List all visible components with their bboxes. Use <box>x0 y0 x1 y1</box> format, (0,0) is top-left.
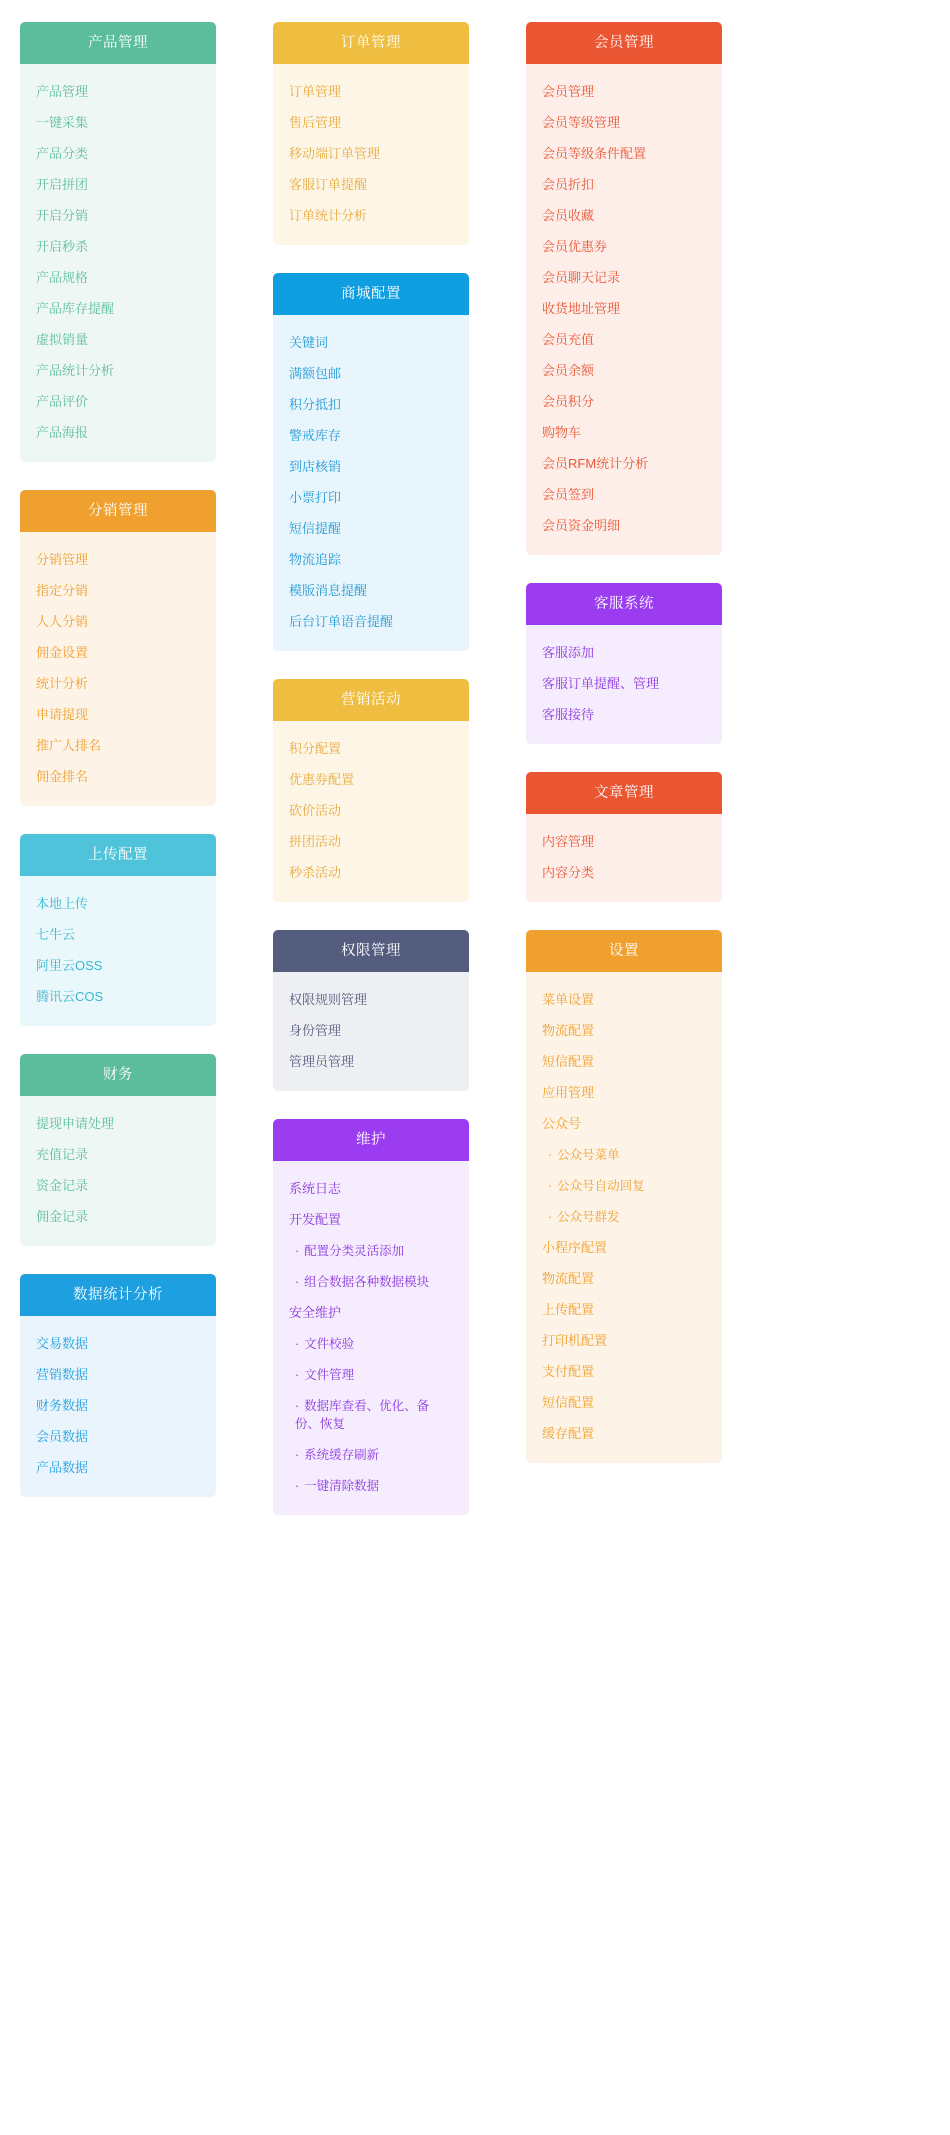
menu-item[interactable]: 产品管理 <box>36 83 89 99</box>
menu-item[interactable]: 内容管理 <box>542 833 595 849</box>
menu-item[interactable]: 物流配置 <box>542 1022 595 1038</box>
menu-item[interactable]: · 公众号群发 <box>526 1201 722 1232</box>
menu-item[interactable]: 满额包邮 <box>289 365 342 381</box>
menu-item[interactable]: 分销管理 <box>36 551 89 567</box>
menu-item[interactable]: 统计分析 <box>36 675 89 691</box>
menu-item[interactable]: 积分抵扣 <box>289 396 342 412</box>
card-items-mall-config <box>273 315 469 651</box>
card-title-order-management: 订单管理 <box>273 22 469 64</box>
menu-item[interactable]: 开发配置 <box>289 1211 342 1227</box>
menu-item[interactable]: 虚拟销量 <box>36 331 89 347</box>
menu-item[interactable]: 会员RFM统计分析 <box>542 455 649 471</box>
card-items-permission-management <box>273 972 469 1091</box>
card-title-member-management: 会员管理 <box>526 22 722 64</box>
menu-item[interactable]: 阿里云OSS <box>36 957 103 973</box>
menu-item[interactable]: · 文件管理 <box>273 1359 469 1390</box>
card-article-management <box>526 772 722 902</box>
menu-item[interactable]: · 组合数据各种数据模块 <box>273 1266 469 1297</box>
menu-item[interactable]: 会员折扣 <box>542 176 595 192</box>
menu-item[interactable]: 开启分销 <box>36 207 89 223</box>
card-data-statistics <box>20 1274 216 1497</box>
menu-item[interactable]: 人人分销 <box>36 613 89 629</box>
menu-item[interactable]: 本地上传 <box>36 895 89 911</box>
card-title-data-statistics: 数据统计分析 <box>20 1274 216 1316</box>
menu-item[interactable]: 应用管理 <box>542 1084 595 1100</box>
menu-item[interactable]: 会员等级条件配置 <box>542 145 647 161</box>
card-title-settings: 设置 <box>526 930 722 972</box>
card-settings <box>526 930 722 1463</box>
card-maintenance <box>273 1119 469 1515</box>
menu-item[interactable]: 充值记录 <box>36 1146 89 1162</box>
menu-item[interactable]: 申请提现 <box>36 706 89 722</box>
menu-item[interactable]: 佣金排名 <box>36 768 89 784</box>
card-title-maintenance: 维护 <box>273 1119 469 1161</box>
menu-item[interactable]: 产品数据 <box>36 1459 89 1475</box>
menu-item[interactable]: 砍价活动 <box>289 802 342 818</box>
card-finance <box>20 1054 216 1246</box>
menu-item[interactable]: 订单统计分析 <box>289 207 368 223</box>
menu-item[interactable]: 模版消息提醒 <box>289 582 368 598</box>
menu-item[interactable]: 小程序配置 <box>542 1239 608 1255</box>
menu-item[interactable]: 购物车 <box>542 424 582 440</box>
card-order-management <box>273 22 469 245</box>
menu-item[interactable]: 会员余额 <box>542 362 595 378</box>
menu-item[interactable]: · 文件校验 <box>273 1328 469 1359</box>
menu-item[interactable]: 开启秒杀 <box>36 238 89 254</box>
menu-item[interactable]: 身份管理 <box>289 1022 342 1038</box>
menu-item[interactable]: 秒杀活动 <box>289 864 342 880</box>
card-items-member-management <box>526 64 722 555</box>
menu-item[interactable]: 会员充值 <box>542 331 595 347</box>
menu-item[interactable]: 产品规格 <box>36 269 89 285</box>
card-items-maintenance <box>273 1161 469 1515</box>
menu-item[interactable]: 会员收藏 <box>542 207 595 223</box>
menu-item[interactable]: · 一键清除数据 <box>273 1470 469 1501</box>
menu-item[interactable]: 收货地址管理 <box>542 300 621 316</box>
card-title-finance: 财务 <box>20 1054 216 1096</box>
menu-item[interactable]: 公众号 <box>542 1115 582 1131</box>
card-items-customer-service-system <box>526 625 722 744</box>
menu-item[interactable]: 短信配置 <box>542 1394 595 1410</box>
menu-item[interactable]: 会员优惠券 <box>542 238 608 254</box>
menu-item[interactable]: 会员签到 <box>542 486 595 502</box>
column-right <box>526 22 722 1463</box>
menu-item[interactable]: 产品库存提醒 <box>36 300 115 316</box>
menu-item[interactable]: 交易数据 <box>36 1335 89 1351</box>
menu-item[interactable]: 财务数据 <box>36 1397 89 1413</box>
menu-item[interactable]: 腾讯云COS <box>36 988 104 1004</box>
card-items-distribution-management <box>20 532 216 806</box>
menu-item[interactable]: 安全维护 <box>289 1304 342 1320</box>
card-items-settings <box>526 972 722 1463</box>
menu-item[interactable]: 拼团活动 <box>289 833 342 849</box>
menu-item[interactable]: 短信提醒 <box>289 520 342 536</box>
menu-item[interactable]: 客服添加 <box>542 644 595 660</box>
menu-item[interactable]: 打印机配置 <box>542 1332 608 1348</box>
card-items-product-management <box>20 64 216 462</box>
menu-item[interactable]: 开启拼团 <box>36 176 89 192</box>
card-distribution-management <box>20 490 216 806</box>
menu-item[interactable]: · 公众号菜单 <box>526 1139 722 1170</box>
card-items-article-management <box>526 814 722 902</box>
menu-item[interactable]: 会员数据 <box>36 1428 89 1444</box>
card-marketing-activity <box>273 679 469 902</box>
menu-item[interactable]: 短信配置 <box>542 1053 595 1069</box>
menu-item[interactable]: 七牛云 <box>36 926 76 942</box>
menu-item[interactable]: 到店核销 <box>289 458 342 474</box>
menu-item[interactable]: 缓存配置 <box>542 1425 595 1441</box>
menu-item[interactable]: 一键采集 <box>36 114 89 130</box>
card-member-management <box>526 22 722 555</box>
menu-item[interactable]: · 配置分类灵活添加 <box>273 1235 469 1266</box>
menu-item[interactable]: 后台订单语音提醒 <box>289 613 394 629</box>
menu-item[interactable]: 客服订单提醒 <box>289 176 368 192</box>
menu-item[interactable]: 会员等级管理 <box>542 114 621 130</box>
card-items-upload-config <box>20 876 216 1026</box>
menu-item[interactable]: 佣金记录 <box>36 1208 89 1224</box>
menu-item[interactable]: 订单管理 <box>289 83 342 99</box>
card-items-marketing-activity <box>273 721 469 902</box>
menu-item[interactable]: 优惠券配置 <box>289 771 355 787</box>
menu-item[interactable]: 会员积分 <box>542 393 595 409</box>
menu-item[interactable]: 产品海报 <box>36 424 89 440</box>
menu-item[interactable]: 产品评价 <box>36 393 89 409</box>
menu-item[interactable]: 营销数据 <box>36 1366 89 1382</box>
card-customer-service-system <box>526 583 722 744</box>
menu-item[interactable]: 内容分类 <box>542 864 595 880</box>
column-middle <box>273 22 469 1515</box>
menu-item[interactable]: · 公众号自动回复 <box>526 1170 722 1201</box>
card-title-permission-management: 权限管理 <box>273 930 469 972</box>
menu-item[interactable]: 菜单设置 <box>542 991 595 1007</box>
column-left <box>20 22 216 1497</box>
menu-item[interactable]: 资金记录 <box>36 1177 89 1193</box>
menu-item[interactable]: 积分配置 <box>289 740 342 756</box>
menu-item[interactable]: 会员管理 <box>542 83 595 99</box>
menu-item[interactable]: 物流配置 <box>542 1270 595 1286</box>
card-title-article-management: 文章管理 <box>526 772 722 814</box>
card-title-mall-config: 商城配置 <box>273 273 469 315</box>
menu-item[interactable]: 关键词 <box>289 334 329 350</box>
menu-item[interactable]: 推广人排名 <box>36 737 102 753</box>
menu-item[interactable]: 会员资金明细 <box>542 517 621 533</box>
menu-item[interactable]: · 系统缓存刷新 <box>273 1439 469 1470</box>
card-items-data-statistics <box>20 1316 216 1497</box>
menu-item[interactable]: 指定分销 <box>36 582 89 598</box>
menu-item[interactable]: 权限规则管理 <box>289 991 368 1007</box>
menu-item[interactable]: 客服订单提醒、管理 <box>542 675 660 691</box>
menu-item[interactable]: 物流追踪 <box>289 551 342 567</box>
menu-item[interactable]: 佣金设置 <box>36 644 89 660</box>
card-title-customer-service-system: 客服系统 <box>526 583 722 625</box>
card-mall-config <box>273 273 469 651</box>
menu-item[interactable]: 管理员管理 <box>289 1053 355 1069</box>
menu-item[interactable]: 客服接待 <box>542 706 595 722</box>
menu-item[interactable]: 产品分类 <box>36 145 89 161</box>
menu-item[interactable]: 上传配置 <box>542 1301 595 1317</box>
menu-item[interactable]: 产品统计分析 <box>36 362 115 378</box>
menu-item[interactable]: 售后管理 <box>289 114 342 130</box>
card-items-order-management <box>273 64 469 245</box>
menu-item[interactable]: 系统日志 <box>289 1180 342 1196</box>
card-title-product-management: 产品管理 <box>20 22 216 64</box>
card-title-marketing-activity: 营销活动 <box>273 679 469 721</box>
card-title-upload-config: 上传配置 <box>20 834 216 876</box>
menu-item[interactable]: 移动端订单管理 <box>289 145 381 161</box>
menu-item[interactable]: · 数据库查看、优化、备份、恢复 <box>273 1390 469 1439</box>
card-permission-management <box>273 930 469 1091</box>
card-items-finance <box>20 1096 216 1246</box>
card-upload-config <box>20 834 216 1026</box>
menu-item[interactable]: 小票打印 <box>289 489 342 505</box>
menu-item[interactable]: 会员聊天记录 <box>542 269 621 285</box>
card-product-management <box>20 22 216 462</box>
menu-item[interactable]: 警戒库存 <box>289 427 342 443</box>
menu-item[interactable]: 提现申请处理 <box>36 1115 115 1131</box>
card-title-distribution-management: 分销管理 <box>20 490 216 532</box>
menu-item[interactable]: 支付配置 <box>542 1363 595 1379</box>
